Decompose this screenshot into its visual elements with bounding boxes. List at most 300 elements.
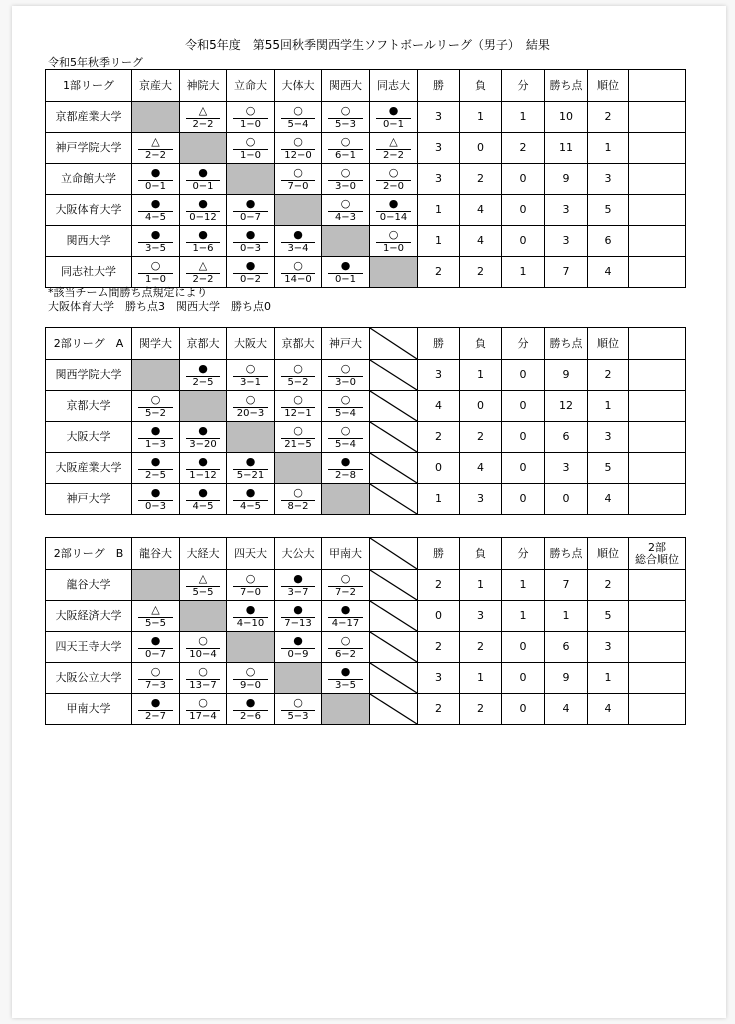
- team-stat: 4: [588, 484, 629, 515]
- team-name: 大阪経済大学: [46, 601, 132, 632]
- match-score: 2−2: [144, 150, 167, 161]
- stat-header: 順位: [588, 70, 629, 102]
- match-score: 0−1: [334, 274, 357, 285]
- match-result-cell: [180, 694, 227, 725]
- stat-header: 勝: [418, 328, 460, 360]
- team-stat: 0: [502, 360, 545, 391]
- match-result-cell: [370, 102, 418, 133]
- match-score: 5−2: [144, 408, 167, 419]
- match-result-cell: [370, 195, 418, 226]
- league-table-div2b: [45, 537, 686, 725]
- match-result-cell: [180, 484, 227, 515]
- match-score: 3−1: [239, 377, 262, 388]
- result-mark: ○: [150, 665, 161, 678]
- result-mark: ●: [245, 455, 256, 468]
- result-mark: ○: [245, 665, 256, 678]
- overall-rank-header-line2: 総合順位: [635, 552, 679, 566]
- empty-slash-cell: [370, 360, 418, 391]
- match-score: 6−2: [334, 649, 357, 660]
- match-score: 7−0: [239, 587, 262, 598]
- team-stat: 3: [418, 360, 460, 391]
- match-score: 0−3: [239, 243, 262, 254]
- match-score: 12−1: [284, 408, 312, 419]
- match-result-cell: [227, 391, 275, 422]
- match-score: 1−12: [189, 470, 217, 481]
- overall-rank-cell: [629, 226, 686, 257]
- match-result-cell: [275, 133, 322, 164]
- stat-header: 負: [460, 538, 502, 570]
- result-mark: ●: [245, 603, 256, 616]
- team-stat: 3: [418, 133, 460, 164]
- match-score: 4−5: [192, 501, 214, 512]
- team-stat: 9: [545, 164, 588, 195]
- result-mark: ○: [293, 486, 303, 499]
- stat-header: 順位: [588, 328, 629, 360]
- self-match-cell: [132, 570, 180, 601]
- team-stat: 0: [502, 164, 545, 195]
- self-match-cell: [275, 663, 322, 694]
- team-stat: 2: [460, 422, 502, 453]
- self-match-cell: [370, 257, 418, 288]
- match-result-cell: [322, 360, 370, 391]
- team-stat: 2: [588, 570, 629, 601]
- match-score: 14−0: [284, 274, 312, 285]
- team-stat: 3: [588, 164, 629, 195]
- match-score: 0−7: [144, 649, 167, 660]
- result-mark: ○: [340, 104, 351, 117]
- result-mark: ●: [245, 228, 256, 241]
- team-stat: 1: [460, 360, 502, 391]
- team-stat: 1: [502, 102, 545, 133]
- result-mark: ●: [198, 228, 208, 241]
- match-result-cell: [275, 164, 322, 195]
- opponent-header: 関学大: [132, 328, 180, 360]
- match-result-cell: [227, 663, 275, 694]
- match-result-cell: [227, 195, 275, 226]
- result-mark: ○: [245, 572, 256, 585]
- result-mark: ○: [293, 259, 303, 272]
- stat-header: 勝ち点: [545, 538, 588, 570]
- match-score: 0−1: [144, 181, 167, 192]
- result-mark: ●: [340, 455, 351, 468]
- league-name: 1部リーグ: [46, 70, 132, 102]
- team-name: 大阪大学: [46, 422, 132, 453]
- empty-slash-cell: [370, 453, 418, 484]
- match-result-cell: [132, 226, 180, 257]
- stat-header: 勝: [418, 70, 460, 102]
- match-result-cell: [275, 694, 322, 725]
- opponent-header: 関西大: [322, 70, 370, 102]
- match-result-cell: [370, 133, 418, 164]
- overall-rank-cell: [629, 133, 686, 164]
- team-row: [46, 195, 686, 226]
- match-result-cell: [322, 632, 370, 663]
- team-stat: 0: [502, 632, 545, 663]
- team-name: 大阪公立大学: [46, 663, 132, 694]
- team-stat: 0: [502, 484, 545, 515]
- team-name: 大阪産業大学: [46, 453, 132, 484]
- result-mark: ●: [293, 572, 303, 585]
- self-match-cell: [227, 164, 275, 195]
- match-score: 3−7: [287, 587, 309, 598]
- result-mark: △: [198, 572, 208, 585]
- team-stat: 0: [460, 391, 502, 422]
- overall-rank-header-line1: 2部: [648, 540, 666, 554]
- result-mark: ○: [245, 393, 256, 406]
- stat-header: 勝: [418, 538, 460, 570]
- match-result-cell: [132, 694, 180, 725]
- match-score: 1−0: [239, 119, 262, 130]
- match-result-cell: [132, 453, 180, 484]
- result-mark: ●: [245, 486, 256, 499]
- match-score: 4−5: [144, 212, 167, 223]
- match-result-cell: [275, 484, 322, 515]
- team-stat: 0: [502, 195, 545, 226]
- result-mark: ○: [340, 424, 351, 437]
- team-stat: 1: [588, 133, 629, 164]
- self-match-cell: [132, 102, 180, 133]
- team-stat: 4: [460, 226, 502, 257]
- team-stat: 10: [545, 102, 588, 133]
- match-result-cell: [275, 601, 322, 632]
- team-stat: 3: [418, 663, 460, 694]
- team-row: [46, 453, 686, 484]
- result-mark: ●: [293, 634, 303, 647]
- empty-slash-cell: [370, 694, 418, 725]
- match-result-cell: [132, 133, 180, 164]
- overall-rank-header: [629, 70, 686, 102]
- match-score: 0−1: [382, 119, 405, 130]
- result-mark: ○: [198, 665, 208, 678]
- team-stat: 1: [502, 257, 545, 288]
- match-score: 2−5: [144, 470, 167, 481]
- team-stat: 7: [545, 570, 588, 601]
- result-mark: ●: [293, 228, 303, 241]
- overall-rank-cell: [629, 601, 686, 632]
- team-stat: 1: [418, 226, 460, 257]
- overall-rank-cell: [629, 391, 686, 422]
- document-title: 令和5年度 第55回秋季関西学生ソフトボールリーグ（男子） 結果: [185, 38, 550, 52]
- stat-header: 勝ち点: [545, 328, 588, 360]
- result-mark: ●: [293, 603, 303, 616]
- team-stat: 3: [418, 164, 460, 195]
- match-result-cell: [322, 133, 370, 164]
- match-result-cell: [275, 226, 322, 257]
- match-result-cell: [322, 663, 370, 694]
- team-stat: 5: [588, 453, 629, 484]
- match-result-cell: [180, 102, 227, 133]
- team-stat: 2: [588, 102, 629, 133]
- match-score: 4−5: [239, 501, 262, 512]
- match-score: 3−20: [189, 439, 217, 450]
- match-score: 7−3: [144, 680, 167, 691]
- match-result-cell: [322, 570, 370, 601]
- match-score: 3−5: [334, 680, 357, 691]
- team-name: 四天王寺大学: [46, 632, 132, 663]
- match-result-cell: [132, 632, 180, 663]
- result-mark: ●: [150, 634, 161, 647]
- result-mark: ●: [150, 486, 161, 499]
- self-match-cell: [180, 133, 227, 164]
- team-stat: 0: [502, 226, 545, 257]
- opponent-header: 龍谷大: [132, 538, 180, 570]
- self-match-cell: [180, 601, 227, 632]
- match-score: 0−14: [379, 212, 408, 223]
- match-score: 0−7: [239, 212, 262, 223]
- match-score: 2−2: [192, 119, 214, 130]
- match-score: 4−3: [334, 212, 357, 223]
- team-row: [46, 257, 686, 288]
- match-result-cell: [275, 102, 322, 133]
- result-mark: ●: [198, 455, 208, 468]
- result-mark: ○: [340, 362, 351, 375]
- team-stat: 2: [460, 694, 502, 725]
- team-row: [46, 226, 686, 257]
- self-match-cell: [227, 632, 275, 663]
- overall-rank-cell: [629, 422, 686, 453]
- match-result-cell: [322, 601, 370, 632]
- match-score: 10−4: [189, 649, 217, 660]
- match-result-cell: [227, 102, 275, 133]
- match-result-cell: [322, 391, 370, 422]
- team-stat: 3: [588, 422, 629, 453]
- team-stat: 0: [418, 453, 460, 484]
- overall-rank-header: [629, 538, 686, 570]
- result-mark: ○: [293, 362, 303, 375]
- match-score: 2−2: [192, 274, 214, 285]
- stat-header: 分: [502, 328, 545, 360]
- team-stat: 3: [460, 601, 502, 632]
- stat-header: 負: [460, 328, 502, 360]
- team-stat: 0: [418, 601, 460, 632]
- opponent-header: 京都大: [180, 328, 227, 360]
- team-stat: 7: [545, 257, 588, 288]
- match-score: 1−3: [144, 439, 167, 450]
- match-score: 7−2: [334, 587, 357, 598]
- match-result-cell: [275, 422, 322, 453]
- result-mark: ○: [293, 166, 303, 179]
- team-stat: 1: [460, 663, 502, 694]
- team-name: 関西大学: [46, 226, 132, 257]
- team-row: [46, 694, 686, 725]
- opponent-header: 京都大: [275, 328, 322, 360]
- match-score: 2−0: [382, 181, 405, 192]
- match-result-cell: [227, 257, 275, 288]
- match-score: 1−0: [239, 150, 262, 161]
- match-result-cell: [322, 453, 370, 484]
- empty-slash-cell: [370, 328, 418, 360]
- overall-rank-cell: [629, 484, 686, 515]
- team-row: [46, 663, 686, 694]
- stat-header: 勝ち点: [545, 70, 588, 102]
- team-stat: 6: [545, 422, 588, 453]
- team-row: [46, 133, 686, 164]
- match-score: 3−4: [287, 243, 309, 254]
- team-stat: 2: [418, 632, 460, 663]
- match-result-cell: [180, 164, 227, 195]
- match-result-cell: [132, 257, 180, 288]
- team-stat: 4: [588, 257, 629, 288]
- match-score: 9−0: [239, 680, 262, 691]
- opponent-header: 大経大: [180, 538, 227, 570]
- team-stat: 3: [545, 453, 588, 484]
- overall-rank-header: [629, 328, 686, 360]
- team-row: [46, 632, 686, 663]
- match-score: 5−4: [287, 119, 309, 130]
- match-score: 5−4: [334, 439, 357, 450]
- team-stat: 6: [588, 226, 629, 257]
- empty-slash-cell: [370, 632, 418, 663]
- match-score: 4−17: [331, 618, 360, 629]
- result-mark: ●: [150, 197, 161, 210]
- team-stat: 4: [545, 694, 588, 725]
- match-result-cell: [227, 453, 275, 484]
- team-stat: 3: [545, 226, 588, 257]
- result-mark: ●: [150, 455, 161, 468]
- match-score: 20−3: [236, 408, 265, 419]
- overall-rank-cell: [629, 195, 686, 226]
- overall-rank-cell: [629, 360, 686, 391]
- result-mark: ●: [340, 665, 351, 678]
- match-result-cell: [180, 360, 227, 391]
- result-mark: ○: [293, 135, 303, 148]
- overall-rank-cell: [629, 663, 686, 694]
- tiebreak-note-line2: 大阪体育大学 勝ち点3 関西大学 勝ち点0: [48, 300, 271, 313]
- team-row: [46, 102, 686, 133]
- opponent-header: 京産大: [132, 70, 180, 102]
- team-stat: 0: [502, 391, 545, 422]
- result-mark: ○: [293, 393, 303, 406]
- match-result-cell: [275, 391, 322, 422]
- team-row: [46, 360, 686, 391]
- opponent-header: 大阪大: [227, 328, 275, 360]
- match-result-cell: [132, 484, 180, 515]
- result-mark: ●: [198, 486, 208, 499]
- match-result-cell: [227, 360, 275, 391]
- result-mark: ●: [150, 166, 161, 179]
- match-score: 5−3: [334, 119, 357, 130]
- team-stat: 1: [502, 601, 545, 632]
- match-result-cell: [227, 570, 275, 601]
- match-score: 8−2: [287, 501, 309, 512]
- result-mark: ○: [340, 135, 351, 148]
- result-mark: ●: [198, 197, 208, 210]
- self-match-cell: [322, 226, 370, 257]
- tiebreak-note-line1: *該当チーム間勝ち点規定により: [48, 286, 208, 299]
- team-stat: 6: [545, 632, 588, 663]
- team-stat: 4: [588, 694, 629, 725]
- match-score: 5−21: [236, 470, 265, 481]
- result-mark: ○: [388, 166, 399, 179]
- result-mark: ○: [198, 696, 208, 709]
- team-stat: 0: [502, 694, 545, 725]
- result-mark: ○: [245, 362, 256, 375]
- self-match-cell: [275, 195, 322, 226]
- result-mark: ○: [293, 424, 303, 437]
- empty-slash-cell: [370, 484, 418, 515]
- match-result-cell: [180, 632, 227, 663]
- match-score: 17−4: [189, 711, 217, 722]
- empty-slash-cell: [370, 422, 418, 453]
- team-stat: 1: [502, 570, 545, 601]
- team-stat: 1: [588, 391, 629, 422]
- league-table-div1: [45, 69, 686, 288]
- result-mark: ○: [245, 135, 256, 148]
- team-row: [46, 601, 686, 632]
- team-name: 神戸大学: [46, 484, 132, 515]
- team-stat: 1: [588, 663, 629, 694]
- team-stat: 2: [460, 632, 502, 663]
- result-mark: ●: [198, 362, 208, 375]
- result-mark: ●: [150, 424, 161, 437]
- stat-header: 負: [460, 70, 502, 102]
- self-match-cell: [227, 422, 275, 453]
- result-mark: ○: [340, 166, 351, 179]
- match-score: 21−5: [284, 439, 312, 450]
- result-mark: △: [151, 135, 160, 148]
- match-score: 0−2: [239, 274, 262, 285]
- match-score: 7−0: [287, 181, 309, 192]
- self-match-cell: [180, 391, 227, 422]
- opponent-header: 大公大: [275, 538, 322, 570]
- league-name: 2部リーグ B: [46, 538, 132, 570]
- result-mark: ●: [245, 259, 256, 272]
- team-stat: 0: [502, 663, 545, 694]
- team-name: 同志社大学: [46, 257, 132, 288]
- match-score: 5−2: [287, 377, 309, 388]
- result-mark: ●: [198, 424, 208, 437]
- match-result-cell: [132, 164, 180, 195]
- result-mark: ●: [340, 603, 351, 616]
- match-score: 1−0: [382, 243, 405, 254]
- result-mark: ○: [388, 228, 399, 241]
- stat-header: 分: [502, 70, 545, 102]
- match-result-cell: [132, 663, 180, 694]
- result-mark: ○: [150, 259, 161, 272]
- match-score: 5−3: [287, 711, 309, 722]
- opponent-header: 神院大: [180, 70, 227, 102]
- team-row: [46, 391, 686, 422]
- match-score: 12−0: [284, 150, 312, 161]
- self-match-cell: [322, 484, 370, 515]
- team-row: [46, 164, 686, 195]
- team-name: 大阪体育大学: [46, 195, 132, 226]
- match-score: 3−5: [144, 243, 167, 254]
- team-stat: 4: [460, 453, 502, 484]
- empty-slash-cell: [370, 663, 418, 694]
- overall-rank-cell: [629, 164, 686, 195]
- match-result-cell: [180, 226, 227, 257]
- team-stat: 12: [545, 391, 588, 422]
- overall-rank-cell: [629, 632, 686, 663]
- team-stat: 4: [460, 195, 502, 226]
- overall-rank-cell: [629, 257, 686, 288]
- match-result-cell: [322, 102, 370, 133]
- result-mark: ○: [340, 634, 351, 647]
- overall-rank-cell: [629, 453, 686, 484]
- match-result-cell: [180, 257, 227, 288]
- match-result-cell: [370, 226, 418, 257]
- team-name: 京都大学: [46, 391, 132, 422]
- result-mark: ○: [340, 572, 351, 585]
- result-mark: △: [389, 135, 398, 148]
- tiebreak-note: [48, 286, 271, 314]
- match-score: 6−1: [334, 150, 357, 161]
- team-stat: 2: [418, 570, 460, 601]
- team-stat: 9: [545, 663, 588, 694]
- match-result-cell: [180, 570, 227, 601]
- league-table-div2a: [45, 327, 686, 515]
